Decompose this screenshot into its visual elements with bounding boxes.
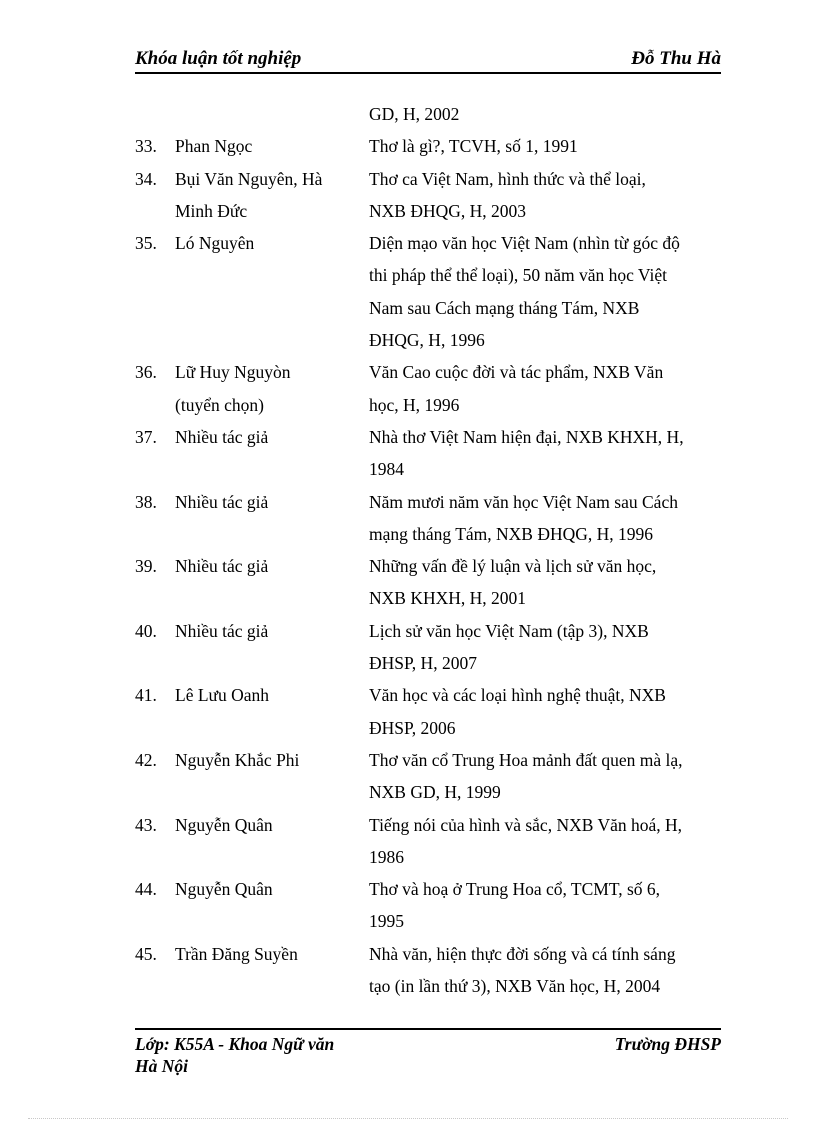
reference-work: Diện mạo văn học Việt Nam (nhìn từ góc độ: [369, 233, 680, 254]
reference-row: [135, 970, 725, 1002]
reference-number: [135, 195, 175, 227]
reference-author: Nhiều tác giả: [175, 556, 269, 577]
reference-work: Văn Cao cuộc đời và tác phẩm, NXB Văn: [369, 362, 664, 383]
reference-number: [135, 905, 175, 937]
reference-author: [175, 259, 369, 291]
reference-author: [175, 905, 369, 937]
reference-author: Nhiều tác giả: [175, 491, 269, 512]
reference-work: 1984: [369, 459, 404, 480]
reference-work: tạo (in lần thứ 3), NXB Văn học, H, 2004: [369, 976, 661, 997]
reference-row: [135, 550, 725, 582]
reference-row: [135, 744, 725, 776]
reference-row: [135, 679, 725, 711]
reference-work: mạng tháng Tám, NXB ĐHQG, H, 1996: [369, 523, 654, 544]
reference-work: NXB KHXH, H, 2001: [369, 588, 527, 609]
reference-number: [135, 776, 175, 808]
reference-list: [135, 98, 725, 1002]
reference-work: ĐHQG, H, 1996: [369, 330, 485, 351]
reference-author: Bụi Văn Nguyên, Hà: [175, 168, 323, 189]
reference-row: [135, 259, 725, 291]
header-author-name: Đỗ Thu Hà: [631, 48, 721, 69]
reference-work: NXB GD, H, 1999: [369, 782, 501, 803]
reference-number: [135, 518, 175, 550]
reference-number: [135, 292, 175, 324]
reference-number: [135, 324, 175, 356]
reference-number: 44.: [135, 879, 157, 900]
reference-work: thi pháp thể thể loại), 50 năm văn học Việt: [369, 265, 667, 286]
reference-number: [135, 647, 175, 679]
reference-row: [135, 615, 725, 647]
reference-row: [135, 582, 725, 614]
reference-work: Thơ là gì?, TCVH, số 1, 1991: [369, 136, 578, 157]
reference-row: [135, 905, 725, 937]
page-bottom-border: [28, 1118, 788, 1119]
reference-number: [135, 970, 175, 1002]
header-thesis-title: Khóa luận tốt nghiệp: [135, 48, 302, 69]
reference-row: [135, 389, 725, 421]
reference-row: [135, 356, 725, 388]
reference-author: Minh Đức: [175, 200, 248, 221]
reference-work: ĐHSP, 2006: [369, 717, 456, 738]
reference-work: Thơ và hoạ ở Trung Hoa cổ, TCMT, số 6,: [369, 879, 661, 900]
reference-number: 45.: [135, 943, 157, 964]
reference-number: 42.: [135, 749, 157, 770]
reference-row: [135, 841, 725, 873]
reference-number: [135, 98, 175, 130]
reference-number: [135, 712, 175, 744]
reference-author: Nguyễn Khắc Phi: [175, 749, 300, 770]
reference-work: Nhà văn, hiện thực đời sống và cá tính sáng: [369, 943, 676, 964]
reference-work: 1995: [369, 911, 404, 932]
footer-class-line1: Lớp: K55A - Khoa Ngữ văn: [135, 1034, 335, 1054]
reference-work: Thơ ca Việt Nam, hình thức và thể loại,: [369, 168, 646, 189]
reference-row: [135, 292, 725, 324]
reference-work: 1986: [369, 846, 404, 867]
reference-author: Trần Đăng Suyền: [175, 943, 298, 964]
reference-number: 41.: [135, 685, 157, 706]
reference-author: [175, 841, 369, 873]
reference-author: Lê Lưu Oanh: [175, 685, 270, 706]
reference-work: học, H, 1996: [369, 394, 460, 415]
reference-author: [175, 324, 369, 356]
page-footer: [135, 1028, 721, 1077]
reference-author: (tuyển chọn): [175, 394, 264, 415]
reference-row: [135, 938, 725, 970]
reference-author: [175, 98, 369, 130]
reference-author: [175, 453, 369, 485]
reference-author: [175, 970, 369, 1002]
reference-number: 38.: [135, 491, 157, 512]
reference-number: [135, 389, 175, 421]
reference-row: [135, 421, 725, 453]
reference-number: 34.: [135, 168, 157, 189]
footer-class-info: [135, 1033, 334, 1077]
reference-work: Năm mươi năm văn học Việt Nam sau Cách: [369, 491, 678, 512]
reference-number: 37.: [135, 426, 157, 447]
reference-work: Thơ văn cổ Trung Hoa mảnh đất quen mà lạ,: [369, 749, 683, 770]
reference-work: Nam sau Cách mạng tháng Tám, NXB: [369, 297, 640, 318]
reference-author: Nguyễn Quân: [175, 879, 273, 900]
reference-work: Lịch sử văn học Việt Nam (tập 3), NXB: [369, 620, 649, 641]
reference-number: [135, 259, 175, 291]
page-header: [135, 48, 721, 74]
reference-row: [135, 227, 725, 259]
reference-author: [175, 712, 369, 744]
reference-author: [175, 776, 369, 808]
reference-row: [135, 163, 725, 195]
reference-row: [135, 809, 725, 841]
reference-row: [135, 873, 725, 905]
reference-work: NXB ĐHQG, H, 2003: [369, 200, 527, 221]
reference-row: [135, 130, 725, 162]
reference-author: [175, 292, 369, 324]
reference-author: Nhiều tác giả: [175, 426, 269, 447]
reference-author: [175, 647, 369, 679]
reference-work: ĐHSP, H, 2007: [369, 653, 477, 674]
reference-number: 35.: [135, 233, 157, 254]
reference-work: Những vấn đề lý luận và lịch sử văn học,: [369, 556, 657, 577]
reference-row: [135, 486, 725, 518]
reference-author: Phan Ngọc: [175, 136, 253, 157]
reference-work: Nhà thơ Việt Nam hiện đại, NXB KHXH, H,: [369, 426, 684, 447]
reference-work: Văn học và các loại hình nghệ thuật, NXB: [369, 685, 666, 706]
reference-number: [135, 453, 175, 485]
reference-row: [135, 647, 725, 679]
footer-class-line2: Hà Nội: [135, 1056, 188, 1076]
reference-author: Ló Nguyên: [175, 233, 255, 254]
reference-row: [135, 518, 725, 550]
footer-school: Trường ĐHSP: [614, 1034, 721, 1054]
reference-number: 40.: [135, 620, 157, 641]
reference-author: Lữ Huy Nguyòn: [175, 362, 291, 383]
reference-row: [135, 98, 725, 130]
reference-work: GD, H, 2002: [369, 104, 460, 124]
reference-author: [175, 582, 369, 614]
reference-author: Nguyễn Quân: [175, 814, 273, 835]
reference-number: 43.: [135, 814, 157, 835]
reference-number: [135, 582, 175, 614]
reference-row: [135, 776, 725, 808]
reference-row: [135, 712, 725, 744]
reference-row: [135, 324, 725, 356]
reference-author: Nhiều tác giả: [175, 620, 269, 641]
reference-number: [135, 841, 175, 873]
reference-author: [175, 518, 369, 550]
reference-number: 39.: [135, 556, 157, 577]
reference-row: [135, 195, 725, 227]
reference-row: [135, 453, 725, 485]
reference-number: 36.: [135, 362, 157, 383]
reference-work: Tiếng nói của hình và sắc, NXB Văn hoá, H,: [369, 814, 683, 835]
reference-number: 33.: [135, 136, 157, 157]
